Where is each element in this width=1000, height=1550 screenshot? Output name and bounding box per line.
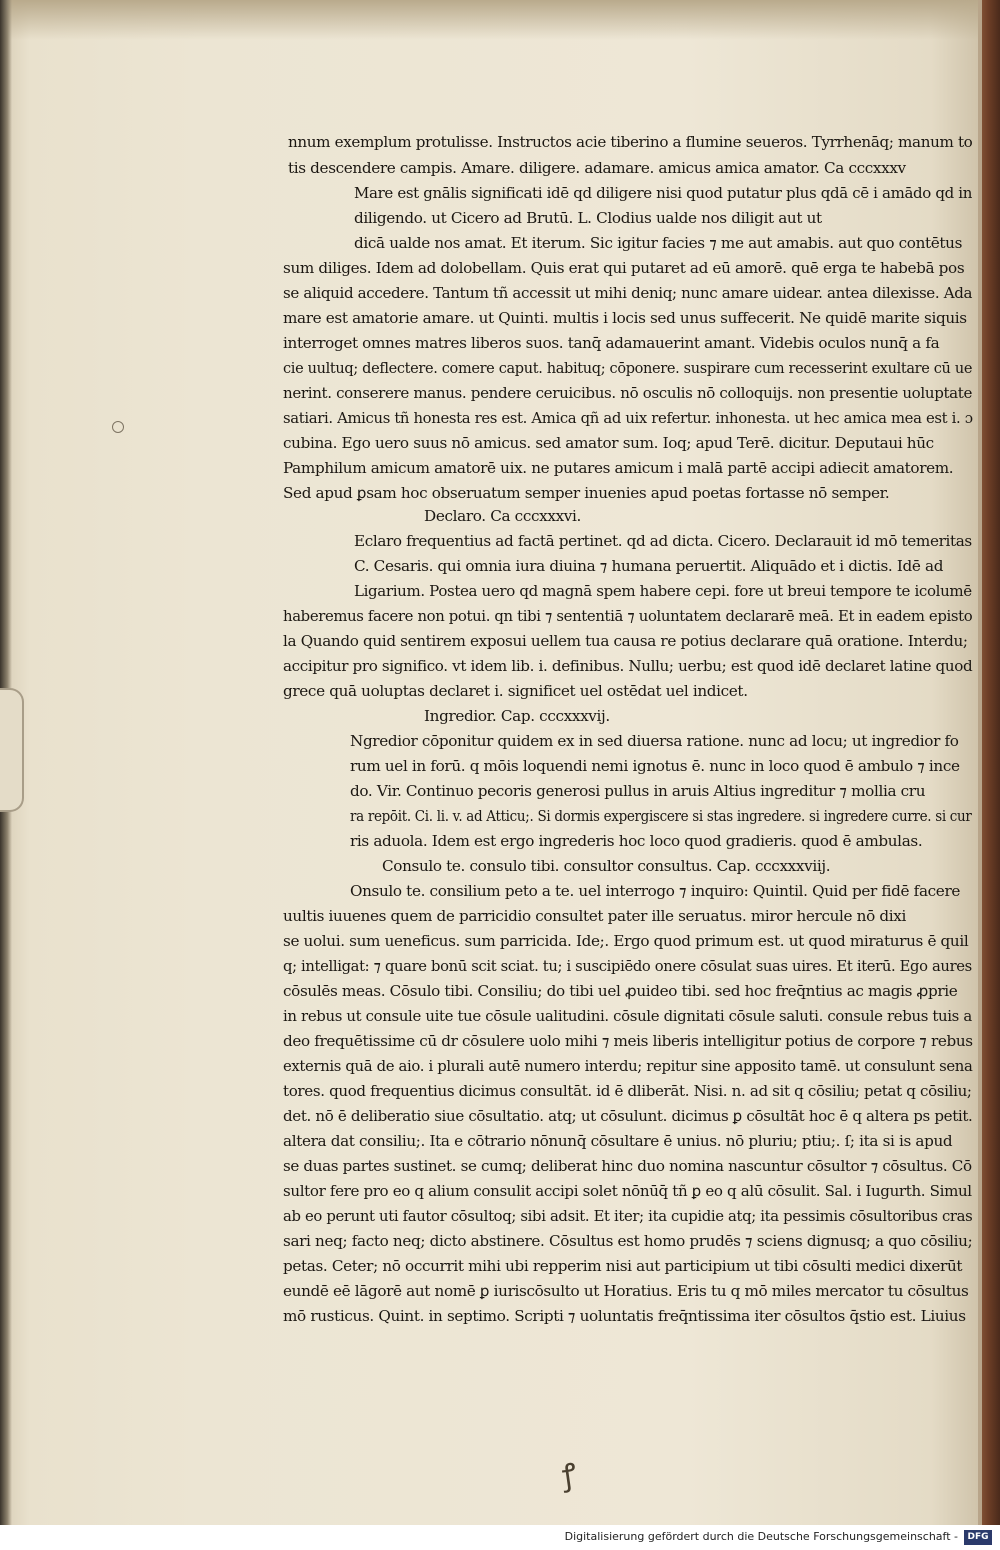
text-line: Sed apud ꝑsam hoc obseruatum semper inuenies apud poetas fortasse nō semper. (283, 484, 890, 502)
text-line: in rebus ut consule uite tue cōsule ualitudini. cōsule dignitati cōsule saluti. consule rebus tuis a (283, 1007, 972, 1025)
text-line: interroget omnes matres liberos suos. tanq̄ adamauerint amant. Videbis oculos nunq̄ a fa (283, 334, 940, 352)
text-line: nnum exemplum protulisse. Instructos acie tiberino a flumine seueros. Tyrrhenāq; manum to (288, 133, 973, 151)
text-line: cōsulēs meas. Cōsulo tibi. Consiliu; do tibi uel ꝓuideo tibi. sed hoc freq̄ntius ac magis ꝓprie (283, 982, 958, 1000)
text-line: Declaro. Ca cccxxxvi. (424, 507, 582, 525)
footer-bar (0, 1525, 1000, 1550)
text-line: q; intelligat: ⁊ quare bonū scit sciat. tu; i suscipiēdo onere cōsulat suas uires. Et iterū. Ego aures (283, 957, 972, 975)
text-line: dicā ualde nos amat. Et iterum. Sic igitur facies ⁊ me aut amabis. aut quo contētus (354, 234, 963, 252)
text-line: Pamphilum amicum amatorē uix. ne putares amicum i malā partē accipi adiecit amatorem. (283, 459, 954, 477)
text-line: se uolui. sum ueneficus. sum parricida. Ide;. Ergo quod primum est. ut quod miraturus ē quil (283, 932, 969, 950)
text-line: cubina. Ego uero suus nō amicus. sed amator sum. Ioq; apud Terē. dicitur. Deputaui hūc (283, 434, 934, 452)
dfg-logo: DFG (964, 1530, 992, 1545)
text-line: Ligarium. Postea uero qd magnā spem habere cepi. fore ut breui tempore te icolumē (354, 582, 972, 600)
text-line: det. nō ē deliberatio siue cōsultatio. atq; ut cōsulunt. dicimus ꝑ cōsultāt hoc ē q altera ps petit. (283, 1107, 973, 1125)
text-line: altera dat consiliu;. Ita e cōtrario nōnunq̄ cōsultare ē unius. nō pluriu; ptiu;. ſ; ita si is apud (283, 1132, 953, 1150)
text-line: petas. Ceter; nō occurrit mihi ubi repperim nisi aut participium ut tibi cōsulti medici dixerūt (283, 1257, 963, 1275)
text-line: accipitur pro significo. vt idem lib. i. definibus. Nullu; uerbu; est quod idē declaret latine quod (283, 657, 973, 675)
text-line: deo frequētissime cū dr cōsulere uolo mihi ⁊ meis liberis intelligitur potius de corpore ⁊ rebus (283, 1032, 973, 1050)
text-line: C. Cesaris. qui omnia iura diuina ⁊ humana peruertit. Aliquādo et i dictis. Idē ad (354, 557, 944, 575)
text-line: Onsulo te. consilium peto a te. uel interrogo ⁊ inquiro: Quintil. Quid per fidē facere (350, 882, 960, 900)
text-line: ab eo perunt uti fautor cōsultoq; sibi adsit. Et iter; ita cupidie atq; ita pessimis cōsultoribus cras (283, 1207, 973, 1225)
book-edge (978, 0, 1000, 1525)
text-line: Eclaro frequentius ad factā pertinet. qd ad dicta. Cicero. Declarauit id mō temeritas (354, 532, 972, 550)
text-line: se duas partes sustinet. se cumq; deliberat hinc duo nomina nascuntur cōsultor ⁊ cōsultus. Cō (283, 1157, 972, 1175)
text-line: sari neq; facto neq; dicto abstinere. Cōsultus est homo prudēs ⁊ sciens dignusq; a quo cōsiliu; (283, 1232, 973, 1250)
text-line: ra repōit. Ci. li. v. ad Atticu;. Si dormis expergiscere si stas ingredere. si ingredere curre. si cur (350, 807, 972, 825)
text-line: eundē eē lāgorē aut nomē ꝑ iuriscōsulto ut Horatius. Eris tu q mō miles mercator tu cōsultus (283, 1282, 969, 1300)
text-line: mare est amatorie amare. ut Quinti. multis i locis sed unus suffecerit. Ne quidē marite siquis (283, 309, 967, 327)
text-line: externis quā de aio. i plurali autē numero interdu; repitur sine apposito tamē. ut consulunt sena (283, 1057, 973, 1075)
text-line: uultis iuuenes quem de parricidio consultet pater ille seruatus. miror hercule nō dixi (283, 907, 906, 925)
footer-credit: Digitalisierung gefördert durch die Deutsche Forschungsgemeinschaft - (564, 1530, 958, 1543)
text-line: do. Vir. Continuo pecoris generosi pullus in aruis Altius ingreditur ⁊ mollia cru (350, 782, 926, 800)
text-line: grece quā uoluptas declaret i. significet uel ostēdat uel indicet. (283, 682, 748, 700)
text-line: rum uel in forū. q mōis loquendi nemi ignotus ē. nunc in loco quod ē ambulo ⁊ ince (350, 757, 960, 775)
text-line: cie uultuq; deflectere. comere caput. habituq; cōponere. suspirare cum recesserint exultare cū ue (283, 359, 973, 377)
text-line: se aliquid accedere. Tantum tñ accessit ut mihi deniq; nunc amare uidear. antea dilexisse. Ada (283, 284, 973, 302)
text-line: tis descendere campis. Amare. diligere. adamare. amicus amica amator. Ca cccxxxv (288, 159, 906, 177)
text-line: diligendo. ut Cicero ad Brutū. L. Clodius ualde nos diligit aut ut (354, 209, 822, 227)
text-line: Ngredior cōponitur quidem ex in sed diuersa ratione. nunc ad locu; ut ingredior fo (350, 732, 959, 750)
text-line: sum diliges. Idem ad dolobellam. Quis erat qui putaret ad eū amorē. quē erga te habebā pos (283, 259, 965, 277)
text-line: mō rusticus. Quint. in septimo. Scripti ⁊ uoluntatis freq̄ntissima iter cōsultos q̄stio est. Liuius (283, 1307, 966, 1325)
text-line: tores. quod frequentius dicimus consultāt. id ē dliberāt. Nisi. n. ad sit q cōsiliu; petat q cōsiliu; (283, 1082, 972, 1100)
signature-mark: ꝭ (559, 1457, 579, 1494)
text-line: Ingredior. Cap. cccxxxvij. (424, 707, 610, 725)
text-line: nerint. conserere manus. pendere ceruicibus. nō osculis nō colloquijs. non presentie uoluptate (283, 384, 973, 402)
text-line: haberemus facere non potui. qn tibi ⁊ sententiā ⁊ uoluntatem declararē meā. Et in eadem episto (283, 607, 973, 625)
text-line: Consulo te. consulo tibi. consultor consultus. Cap. cccxxxviij. (382, 857, 831, 875)
text-line: satiari. Amicus tñ honesta res est. Amica qñ ad uix refertur. inhonesta. ut hec amica mea est i. ɔ (283, 409, 973, 427)
text-line: la Quando quid sentirem exposui uellem tua causa re potius declarare quā oratione. Interdu; (283, 632, 968, 650)
text-line: sultor fere pro eo q alium consulit accipi solet nōnūq̄ tñ ꝑ eo q alū cōsulit. Sal. i Iugurth. Simul (283, 1182, 972, 1200)
text-line: ris aduola. Idem est ergo ingrederis hoc loco quod gradieris. quod ē ambulas. (350, 832, 923, 850)
text-line: Mare est gnālis significati idē qd diligere nisi quod putatur plus qdā cē i amādo qd in (354, 184, 973, 202)
